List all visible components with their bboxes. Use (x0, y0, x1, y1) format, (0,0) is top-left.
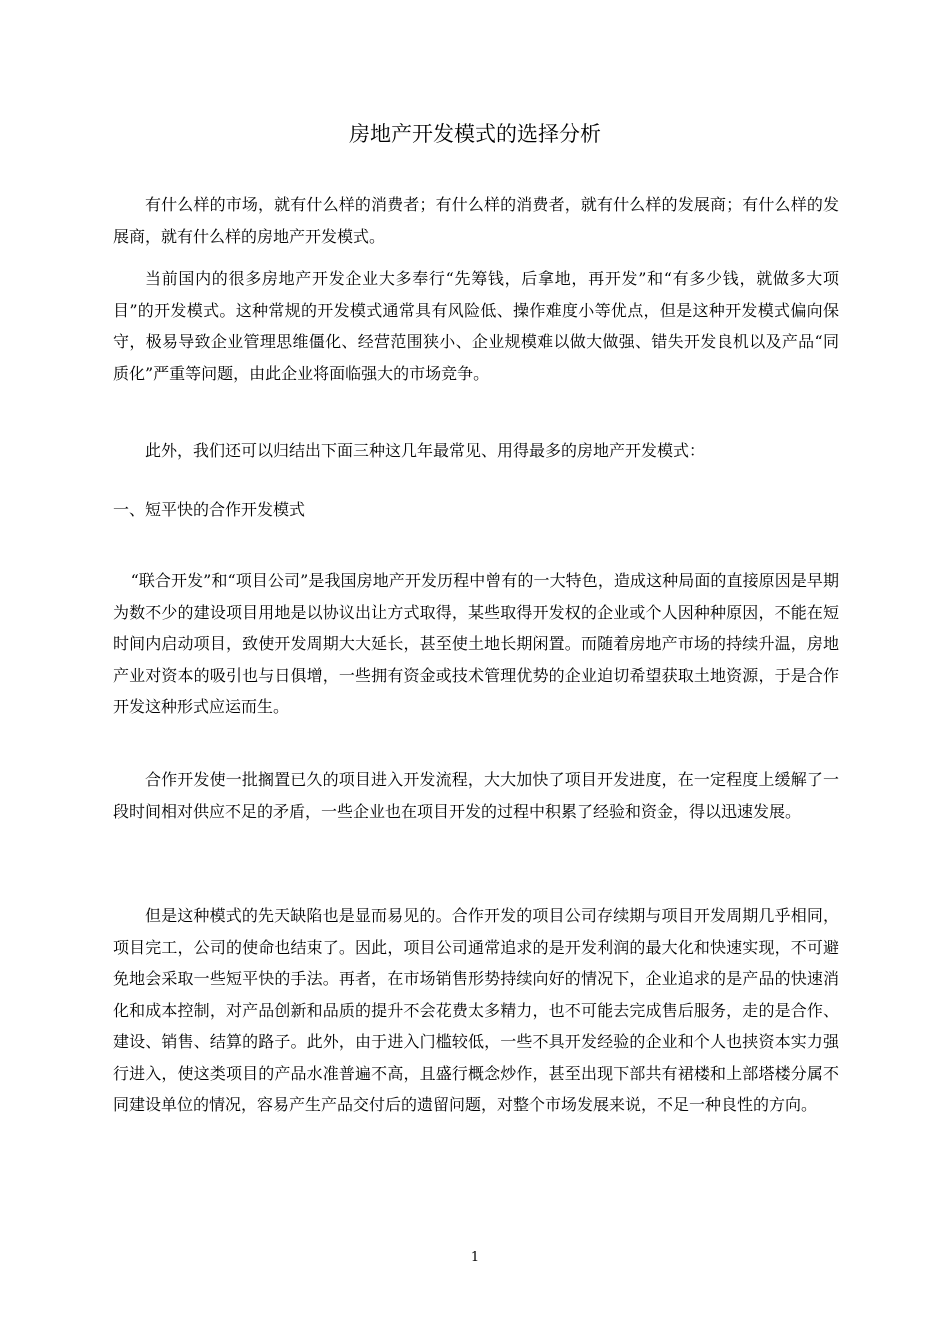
page-number: 1 (470, 1250, 480, 1265)
paragraph-market-consumer: 有什么样的市场，就有什么样的消费者；有什么样的消费者，就有什么样的发展商；有什么样的发展商，就有什么样的房地产开发模式。 (113, 195, 839, 246)
section-heading-cooperative-development: 一、短平快的合作开发模式 (113, 500, 306, 519)
paragraph-three-modes-intro: 此外，我们还可以归结出下面三种这几年最常见、用得最多的房地产开发模式： (145, 441, 706, 460)
paragraph-cooperative-benefits: 合作开发使一批搁置已久的项目进入开发流程，大大加快了项目开发进度，在一定程度上缓解了一段时间相对供应不足的矛盾，一些企业也在项目开发的过程中积累了经验和资金，得以迅速发展。 (113, 770, 839, 821)
paragraph-inherent-defects: 但是这种模式的先天缺陷也是显而易见的。合作开发的项目公司存续期与项目开发周期几乎相同，项目完工，公司的使命也结束了。因此，项目公司通常追求的是开发利润的最大化和快速实现，不可避免地会采取一些短平快的手法。再者，在市场销售形势持续向好的情况下，企业追求的是产品的快速消化和成本控制，对产品创新和品质的提升不会花费太多精力，也不可能去完成售后服务，走的是合作、建设、销售、结算的路子。此外，由于进入门槛较低，一些不具开发经验的企业和个人也挟资本实力强行进入，使这类项目的产品水准普遍不高，且盛行概念炒作，甚至出现下部共有裙楼和上部塔楼分属不同建设单位的情况，容易产生产品交付后的遗留问题，对整个市场发展来说，不足一种良性的方向。 (113, 906, 839, 1114)
paragraph-conventional-mode: 当前国内的很多房地产开发企业大多奉行“先筹钱，后拿地，再开发”和“有多少钱，就做多大项目”的开发模式。这种常规的开发模式通常具有风险低、操作难度小等优点，但是这种开发模式偏向保守，极易导致企业管理思维僵化、经营范围狭小、企业规模难以做大做强、错失开发良机以及产品“同质化”严重等问题，由此企业将面临强大的市场竞争。 (113, 269, 839, 383)
paragraph-joint-development: “联合开发”和“项目公司”是我国房地产开发历程中曾有的一大特色，造成这种局面的直接原因是早期为数不少的建设项目用地是以协议出让方式取得，某些取得开发权的企业或个人因种种原因，不能在短时间内启动项目，致使开发周期大大延长，甚至使土地长期闲置。而随着房地产市场的持续升温，房地产业对资本的吸引也与日俱增，一些拥有资金或技术管理优势的企业迫切希望获取土地资源，于是合作开发这种形式应运而生。 (113, 571, 839, 716)
document-title: 房地产开发模式的选择分析 (349, 122, 601, 146)
